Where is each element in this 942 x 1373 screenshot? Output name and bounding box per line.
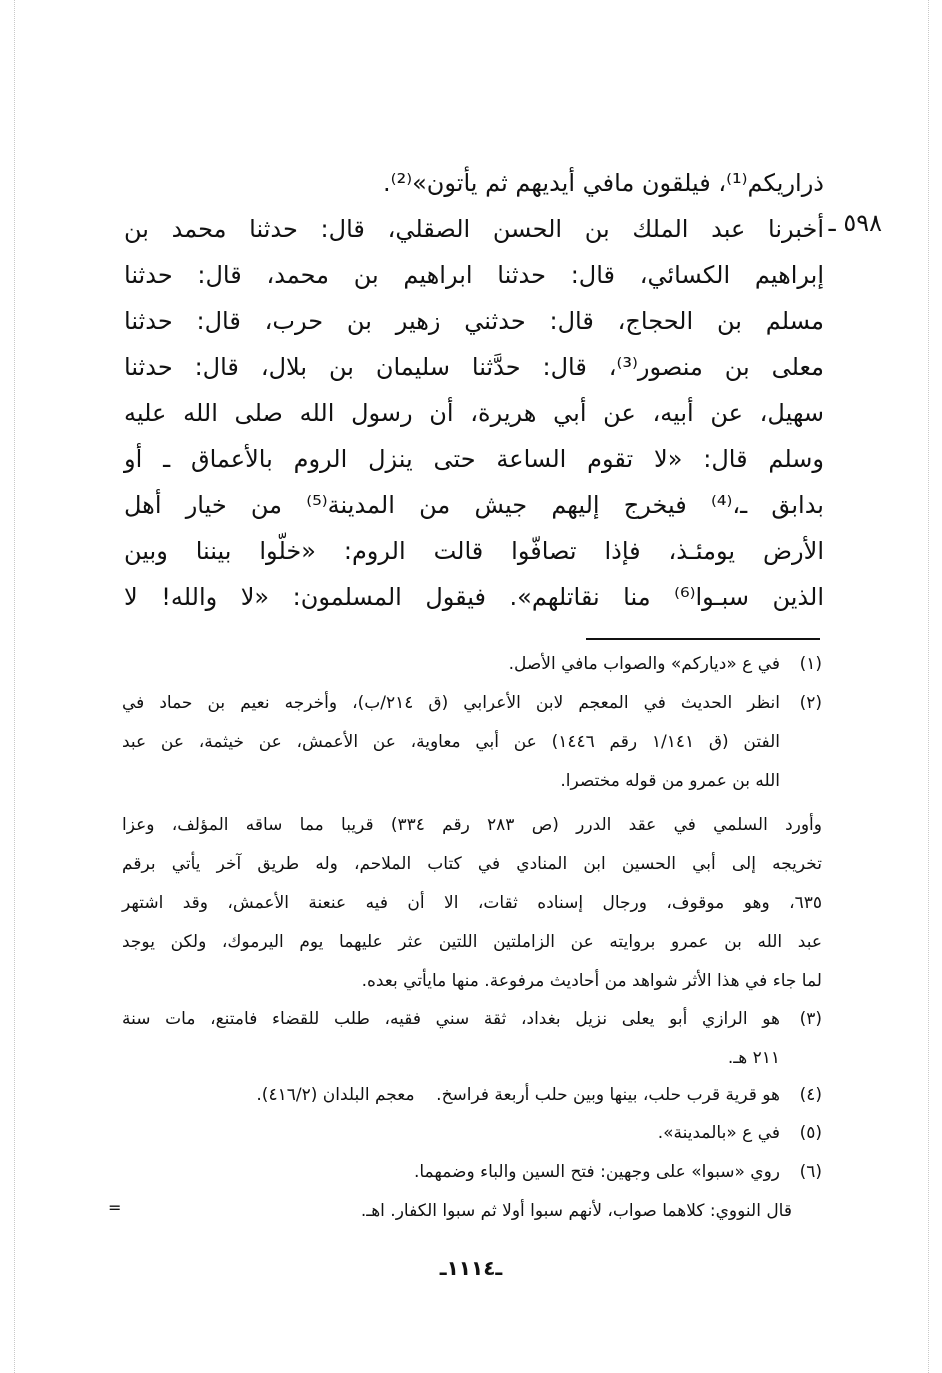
text-line: الذين سبـوا⁽⁶⁾ منا نقاتلهم». فيقول المسلمون: «لا والله! لا bbox=[124, 583, 824, 611]
text-line: سهيل، عن أبيه، عن أبي هريرة، أن رسول الله صلى الله عليه bbox=[124, 399, 824, 427]
footnote-paragraph-line: ٦٣٥، وهو موقوف، ورجال إسناده ثقات، الا أن فيه عنعنة الأعمش، وقد اشتهر bbox=[122, 893, 822, 913]
footnote-2 bbox=[122, 684, 822, 723]
margin-mark: = bbox=[108, 1198, 122, 1217]
text-line: ذراريكم⁽¹⁾، فيلقون مافي أيديهم ثم يأتون»⁽²⁾. bbox=[383, 169, 824, 197]
footnote-paragraph-line: لما جاء في هذا الأثر شواهد من أحاديث مرفوعة. منها مايأتي بعده. bbox=[361, 971, 822, 991]
text-line: معلى بن منصور⁽³⁾، قال: حدَّثنا سليمان بن بلال، قال: حدثنا bbox=[124, 353, 824, 381]
footnote-number: (٣) bbox=[799, 1009, 822, 1029]
footnote-separator bbox=[586, 638, 820, 640]
text-line: مسلم بن الحجاج، قال: حدثني زهير بن حرب، قال: حدثنا bbox=[124, 307, 824, 335]
footnote-6 bbox=[122, 1153, 822, 1192]
text-line: وسلم قال: «لا تقوم الساعة حتى ينزل الروم بالأعماق ـ أو bbox=[124, 445, 824, 473]
footnote-number: (٦) bbox=[799, 1162, 822, 1182]
footnote-number: (٤) bbox=[799, 1085, 822, 1105]
footnote-1 bbox=[122, 645, 822, 684]
footnote-text: في ع «ديارکم» والصواب مافي الأصل. bbox=[508, 654, 780, 674]
footnote-text: الفتن (ق ١/١٤١ رقم ١٤٤٦) عن أبي معاوية، عن الأعمش، عن خيثمة، عن عبد bbox=[122, 732, 780, 752]
footnote-paragraph-line: تخريجه إلى أبي الحسين ابن المنادي في كتاب الملاحم، وله طريق آخر يأتي برقم bbox=[122, 854, 822, 874]
footnote-4 bbox=[122, 1076, 822, 1115]
footnote-text: في ع «بالمدينة». bbox=[657, 1123, 780, 1143]
footnote-text: الله بن عمرو من قوله مختصرا. bbox=[560, 771, 780, 791]
footnote-text: هو الرازي أبو يعلى نزيل بغداد، ثقة سني فقيه، طلب للقضاء فامتنع، مات سنة bbox=[122, 1009, 780, 1029]
footnote-paragraph-line: وأورد السلمي في عقد الدرر (ص ٢٨٣ رقم ٣٣٤) قريبا مما ساقه المؤلف، وعزا bbox=[122, 815, 822, 835]
footnote-text: ٢١١ هـ. bbox=[727, 1048, 780, 1068]
footnote-text: روي «سبوا» على وجهين: فتح السين والباء وضمهما. bbox=[413, 1162, 780, 1182]
footnote-text: هو قرية قرب حلب، بينها وبين حلب أربعة فراسخ. معجم البلدان (٤١٦/٢). bbox=[256, 1085, 780, 1105]
footnote-5 bbox=[122, 1114, 822, 1153]
text-line: إبراهيم الكسائي، قال: حدثنا ابراهيم بن محمد، قال: حدثنا bbox=[124, 261, 824, 289]
footnote-3 bbox=[122, 1000, 822, 1039]
footnote-text: انظر الحديث في المعجم لابن الأعرابي (ق ٢١٤/ب)، وأخرجه نعيم بن حماد في bbox=[122, 693, 780, 713]
footnote-paragraph-line: عبد الله بن عمرو بروايته عن الزاملتين اللتين عثر عليهما يوم اليرموك، ولكن يوجد bbox=[122, 932, 822, 952]
footnote-continuation: قال النووي: كلاهما صواب، لأنهم سبوا أولا ثم سبوا الكفار. اهـ. bbox=[360, 1201, 792, 1221]
text-line: بدابق ـ،⁽⁴⁾ فيخرج إليهم جيش من المدينة⁽⁵⁾ من خيار أهل bbox=[124, 491, 824, 519]
footnote-number: (٥) bbox=[799, 1123, 822, 1143]
page-number: ـ١١١٤ـ bbox=[439, 1256, 503, 1280]
text-line: أخبرنا عبد الملك بن الحسن الصقلي، قال: حدثنا محمد بن bbox=[124, 215, 824, 243]
text-line: الأرض يومئـذ، فإذا تصافّوا قالت الروم: «خلّوا بيننا وبين bbox=[124, 537, 824, 565]
hadith-number: ٥٩٨ ـ bbox=[828, 209, 882, 237]
footnote-number: (١) bbox=[799, 654, 822, 674]
footnote-number: (٢) bbox=[799, 693, 822, 713]
